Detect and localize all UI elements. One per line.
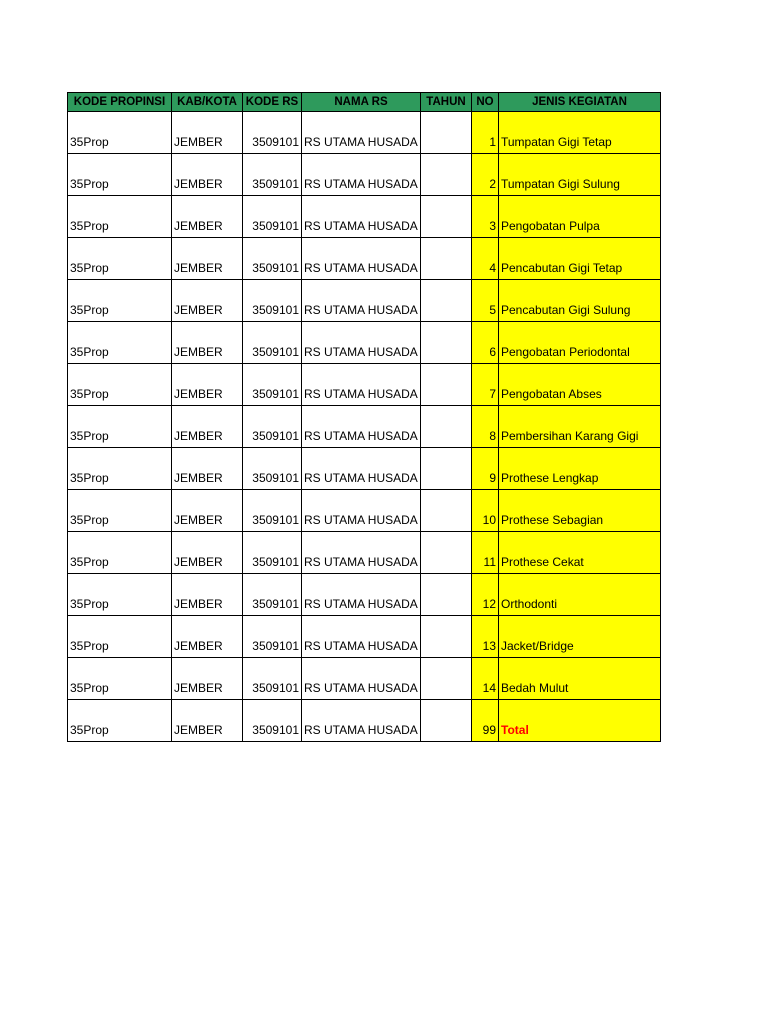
table-row-total: [68, 700, 661, 742]
cell-nama-rs[interactable]: RS UTAMA HUSADA: [302, 322, 421, 364]
cell-nama-rs[interactable]: RS UTAMA HUSADA: [302, 490, 421, 532]
cell-jenis-kegiatan[interactable]: Pembersihan Karang Gigi: [499, 406, 661, 448]
cell-kab-kota[interactable]: JEMBER: [172, 238, 243, 280]
cell-kode-propinsi[interactable]: 35Prop: [68, 238, 172, 280]
cell-nama-rs[interactable]: RS UTAMA HUSADA: [302, 280, 421, 322]
cell-kab-kota[interactable]: JEMBER: [172, 112, 243, 154]
cell-kab-kota[interactable]: JEMBER: [172, 364, 243, 406]
cell-tahun[interactable]: [421, 196, 472, 238]
table-row: [68, 658, 661, 700]
table-row: [68, 280, 661, 322]
cell-tahun[interactable]: [421, 532, 472, 574]
cell-kode-rs[interactable]: 3509101: [243, 112, 302, 154]
cell-nama-rs[interactable]: RS UTAMA HUSADA: [302, 658, 421, 700]
cell-tahun[interactable]: [421, 490, 472, 532]
cell-kode-rs[interactable]: 3509101: [243, 322, 302, 364]
cell-jenis-kegiatan[interactable]: Bedah Mulut: [499, 658, 661, 700]
table-row: [68, 112, 661, 154]
cell-kode-rs[interactable]: 3509101: [243, 574, 302, 616]
cell-nama-rs[interactable]: RS UTAMA HUSADA: [302, 406, 421, 448]
cell-kab-kota[interactable]: JEMBER: [172, 406, 243, 448]
header-jenis-kegiatan[interactable]: JENIS KEGIATAN: [499, 93, 661, 112]
cell-kode-propinsi[interactable]: 35Prop: [68, 322, 172, 364]
header-kab-kota[interactable]: KAB/KOTA: [172, 93, 243, 112]
cell-kode-rs[interactable]: 3509101: [243, 490, 302, 532]
cell-tahun[interactable]: [421, 406, 472, 448]
cell-kab-kota[interactable]: JEMBER: [172, 658, 243, 700]
header-row: [68, 93, 661, 112]
header-kode-propinsi[interactable]: KODE PROPINSI: [68, 93, 172, 112]
cell-no[interactable]: 8: [472, 406, 499, 448]
cell-kab-kota[interactable]: JEMBER: [172, 490, 243, 532]
cell-kode-propinsi[interactable]: 35Prop: [68, 112, 172, 154]
table-row: [68, 616, 661, 658]
cell-nama-rs[interactable]: RS UTAMA HUSADA: [302, 238, 421, 280]
cell-no[interactable]: 99: [472, 700, 499, 742]
cell-tahun[interactable]: [421, 238, 472, 280]
header-no[interactable]: NO: [472, 93, 499, 112]
table-row: [68, 532, 661, 574]
cell-tahun[interactable]: [421, 280, 472, 322]
header-nama-rs[interactable]: NAMA RS: [302, 93, 421, 112]
cell-kode-propinsi[interactable]: 35Prop: [68, 154, 172, 196]
cell-kode-rs[interactable]: 3509101: [243, 406, 302, 448]
cell-kode-propinsi[interactable]: 35Prop: [68, 196, 172, 238]
cell-nama-rs[interactable]: RS UTAMA HUSADA: [302, 154, 421, 196]
cell-jenis-kegiatan[interactable]: Prothese Lengkap: [499, 448, 661, 490]
cell-no[interactable]: 11: [472, 532, 499, 574]
cell-kab-kota[interactable]: JEMBER: [172, 196, 243, 238]
cell-no[interactable]: 2: [472, 154, 499, 196]
cell-no[interactable]: 13: [472, 616, 499, 658]
cell-nama-rs[interactable]: RS UTAMA HUSADA: [302, 616, 421, 658]
cell-kode-rs[interactable]: 3509101: [243, 532, 302, 574]
cell-tahun[interactable]: [421, 448, 472, 490]
cell-kode-propinsi[interactable]: 35Prop: [68, 364, 172, 406]
cell-kode-propinsi[interactable]: 35Prop: [68, 280, 172, 322]
header-tahun[interactable]: TAHUN: [421, 93, 472, 112]
cell-kode-rs[interactable]: 3509101: [243, 238, 302, 280]
cell-kab-kota[interactable]: JEMBER: [172, 448, 243, 490]
cell-kode-propinsi[interactable]: 35Prop: [68, 700, 172, 742]
cell-kode-rs[interactable]: 3509101: [243, 364, 302, 406]
cell-tahun[interactable]: [421, 322, 472, 364]
cell-kode-rs[interactable]: 3509101: [243, 616, 302, 658]
table-row: [68, 238, 661, 280]
cell-tahun[interactable]: [421, 574, 472, 616]
cell-tahun[interactable]: [421, 364, 472, 406]
cell-kode-propinsi[interactable]: 35Prop: [68, 532, 172, 574]
table-row: [68, 322, 661, 364]
header-kode-rs[interactable]: KODE RS: [243, 93, 302, 112]
cell-jenis-kegiatan[interactable]: Prothese Cekat: [499, 532, 661, 574]
cell-kab-kota[interactable]: JEMBER: [172, 154, 243, 196]
cell-nama-rs[interactable]: RS UTAMA HUSADA: [302, 532, 421, 574]
cell-kode-rs[interactable]: 3509101: [243, 448, 302, 490]
table-row: [68, 574, 661, 616]
cell-kab-kota[interactable]: JEMBER: [172, 280, 243, 322]
cell-kode-rs[interactable]: 3509101: [243, 196, 302, 238]
cell-no[interactable]: 6: [472, 322, 499, 364]
cell-nama-rs[interactable]: RS UTAMA HUSADA: [302, 364, 421, 406]
cell-kab-kota[interactable]: JEMBER: [172, 574, 243, 616]
cell-no[interactable]: 3: [472, 196, 499, 238]
cell-kode-rs[interactable]: 3509101: [243, 700, 302, 742]
cell-jenis-kegiatan[interactable]: Pengobatan Abses: [499, 364, 661, 406]
activity-table: [67, 92, 661, 742]
cell-nama-rs[interactable]: RS UTAMA HUSADA: [302, 574, 421, 616]
cell-kode-rs[interactable]: 3509101: [243, 658, 302, 700]
cell-kab-kota[interactable]: JEMBER: [172, 322, 243, 364]
cell-no[interactable]: 1: [472, 112, 499, 154]
cell-nama-rs[interactable]: RS UTAMA HUSADA: [302, 448, 421, 490]
cell-nama-rs[interactable]: RS UTAMA HUSADA: [302, 196, 421, 238]
cell-kode-propinsi[interactable]: 35Prop: [68, 406, 172, 448]
cell-no[interactable]: 12: [472, 574, 499, 616]
cell-jenis-kegiatan[interactable]: Orthodonti: [499, 574, 661, 616]
cell-kode-propinsi[interactable]: 35Prop: [68, 658, 172, 700]
cell-jenis-kegiatan[interactable]: Pengobatan Periodontal: [499, 322, 661, 364]
cell-kode-propinsi[interactable]: 35Prop: [68, 490, 172, 532]
cell-jenis-kegiatan[interactable]: Tumpatan Gigi Tetap: [499, 112, 661, 154]
cell-kode-propinsi[interactable]: 35Prop: [68, 448, 172, 490]
cell-tahun[interactable]: [421, 112, 472, 154]
cell-no[interactable]: 14: [472, 658, 499, 700]
cell-kab-kota[interactable]: JEMBER: [172, 532, 243, 574]
cell-no[interactable]: 10: [472, 490, 499, 532]
cell-no[interactable]: 4: [472, 238, 499, 280]
cell-kode-rs[interactable]: 3509101: [243, 154, 302, 196]
cell-nama-rs[interactable]: RS UTAMA HUSADA: [302, 112, 421, 154]
cell-kode-propinsi[interactable]: 35Prop: [68, 616, 172, 658]
table-row: [68, 196, 661, 238]
cell-tahun[interactable]: [421, 154, 472, 196]
cell-kode-propinsi[interactable]: 35Prop: [68, 574, 172, 616]
cell-jenis-kegiatan[interactable]: Pencabutan Gigi Sulung: [499, 280, 661, 322]
table-row: [68, 154, 661, 196]
cell-jenis-kegiatan[interactable]: Prothese Sebagian: [499, 490, 661, 532]
cell-jenis-kegiatan[interactable]: Pencabutan Gigi Tetap: [499, 238, 661, 280]
cell-kab-kota[interactable]: JEMBER: [172, 700, 243, 742]
table-row: [68, 364, 661, 406]
cell-kode-rs[interactable]: 3509101: [243, 280, 302, 322]
table-row: [68, 448, 661, 490]
cell-tahun[interactable]: [421, 616, 472, 658]
cell-jenis-kegiatan[interactable]: Jacket/Bridge: [499, 616, 661, 658]
cell-nama-rs[interactable]: RS UTAMA HUSADA: [302, 700, 421, 742]
cell-jenis-kegiatan[interactable]: Total: [499, 700, 661, 742]
cell-kab-kota[interactable]: JEMBER: [172, 616, 243, 658]
cell-tahun[interactable]: [421, 700, 472, 742]
table-body: [68, 112, 661, 742]
cell-tahun[interactable]: [421, 658, 472, 700]
cell-no[interactable]: 7: [472, 364, 499, 406]
table-header: [68, 93, 661, 112]
cell-no[interactable]: 5: [472, 280, 499, 322]
cell-no[interactable]: 9: [472, 448, 499, 490]
table-row: [68, 406, 661, 448]
cell-jenis-kegiatan[interactable]: Pengobatan Pulpa: [499, 196, 661, 238]
table-row: [68, 490, 661, 532]
cell-jenis-kegiatan[interactable]: Tumpatan Gigi Sulung: [499, 154, 661, 196]
